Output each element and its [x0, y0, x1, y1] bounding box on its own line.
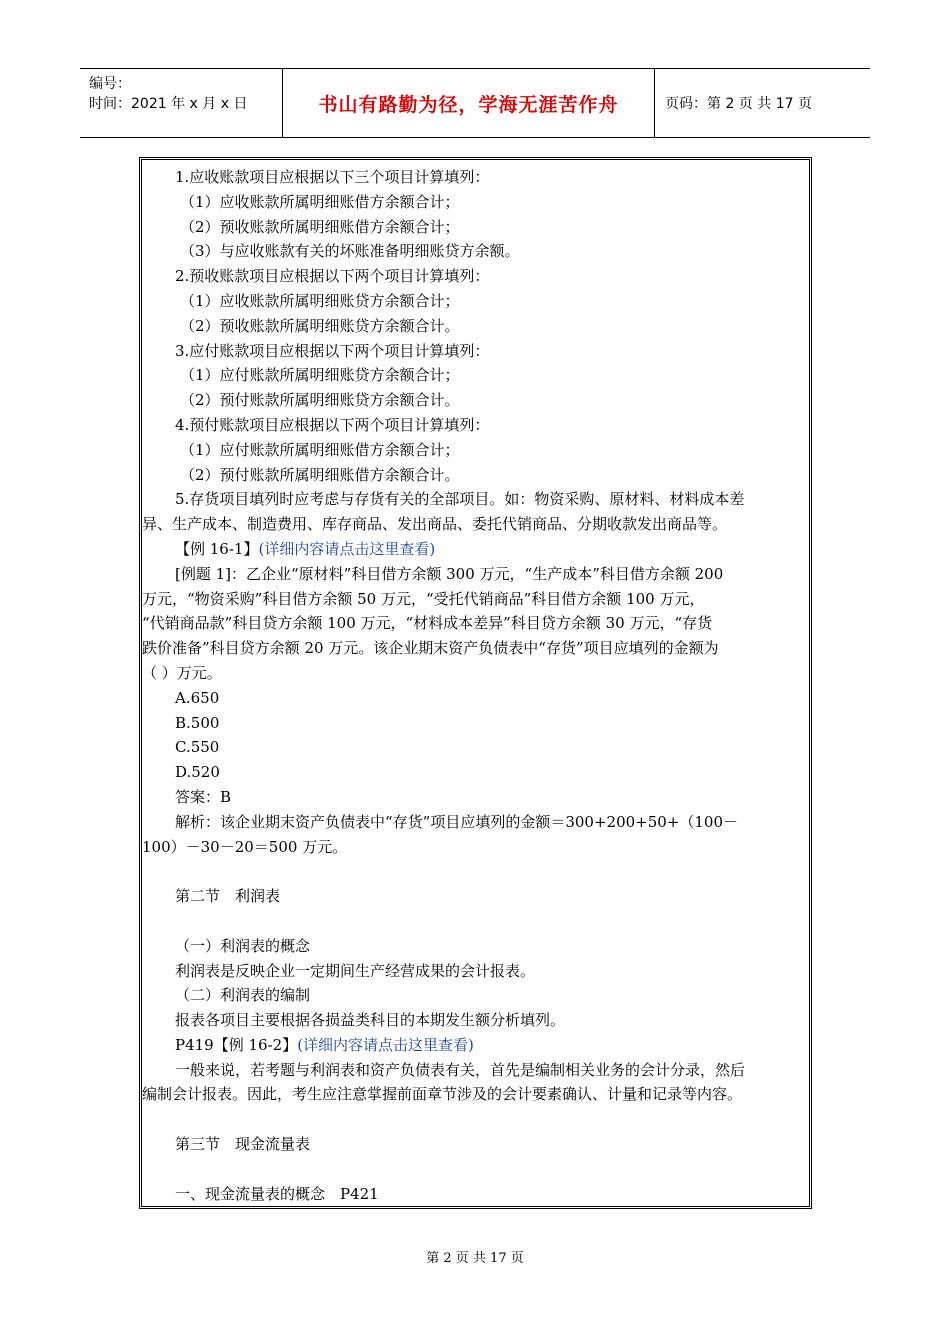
text-line: （1）应付账款所属明细账借方余额合计；: [180, 440, 460, 459]
text-line: 利润表是反映企业一定期间生产经营成果的会计报表。: [175, 961, 536, 980]
option-d: D.520: [175, 763, 220, 782]
text-line: 异、生产成本、制造费用、库存商品、发出商品、委托代销商品、分期收款发出商品等。: [142, 515, 728, 534]
example-16-2-link[interactable]: (详细内容请点击这里查看): [297, 1035, 474, 1054]
text-line: 5.存货项目填列时应考虑与存货有关的全部项目。如：物资采购、原材料、材料成本差: [175, 490, 745, 509]
text-line: （2）预付账款所属明细账借方余额合计。: [180, 465, 460, 484]
analysis-line: 解析：该企业期末资产负债表中“存货”项目应填列的金额＝300+200+50+（100－: [175, 812, 739, 831]
text-line: （2）预收账款所属明细账借方余额合计；: [180, 217, 460, 236]
text-line: （2）预付账款所属明细账贷方余额合计。: [180, 391, 460, 410]
header-page-label: 页码：第 2 页 共 17 页: [665, 96, 812, 112]
example-label: P419【例 16-2】: [175, 1035, 298, 1054]
question-line: “代销商品款”科目贷方余额 100 万元，“材料成本差异”科目贷方余额 30 万元，“存货: [142, 614, 713, 633]
example-16-2-line: [142, 1033, 810, 1058]
header-motto: 书山有路勤为径，学海无涯苦作舟: [318, 93, 619, 116]
text-line: 1.应收账款项目应根据以下三个项目计算填列：: [175, 168, 490, 186]
text-line: （1）应收账款所属明细账贷方余额合计；: [180, 291, 460, 310]
question-line: 万元，“物资采购”科目借方余额 50 万元，“受托代销商品”科目借方余额 100 万元，: [142, 589, 705, 608]
doc-number-label: 编号：: [89, 76, 131, 92]
text-line: 一般来说，若考题与利润表和资产负债表有关，首先是编制相关业务的会计分录，然后: [175, 1060, 746, 1079]
content-lines: [142, 165, 810, 1206]
option-a: A.650: [175, 688, 220, 707]
text-line: 报表各项目主要根据各损益类科目的本期发生额分析填列。: [175, 1011, 566, 1030]
question-line: 跌价准备”科目贷方余额 20 万元。该企业期末资产负债表中“存货”项目应填列的金额为: [142, 639, 719, 658]
section-2-heading: 第二节 利润表: [175, 887, 281, 906]
doc-time-label: 时间：2021 年 x 月 x 日: [89, 96, 248, 112]
header-meta: [80, 69, 282, 137]
section-3-heading: 第三节 现金流量表: [175, 1135, 311, 1154]
text-line: 一、现金流量表的概念 P421: [175, 1184, 379, 1203]
text-line: （3）与应收账款有关的坏账准备明细账贷方余额。: [180, 242, 520, 261]
page-footer: 第 2 页 共 17 页: [426, 1251, 524, 1266]
header-divider: [654, 69, 655, 137]
text-line: （2）预收账款所属明细账贷方余额合计。: [180, 316, 460, 335]
text-line: 2.预收账款项目应根据以下两个项目计算填列：: [175, 267, 490, 286]
question-line: （ ）万元。: [142, 663, 222, 682]
analysis-line: 100）－30－20＝500 万元。: [142, 837, 348, 856]
text-line: （1）应付账款所属明细账贷方余额合计；: [180, 366, 460, 385]
text-line: （1）应收账款所属明细账借方余额合计；: [180, 192, 460, 211]
option-b: B.500: [175, 713, 220, 732]
text-line: 3.应付账款项目应根据以下两个项目计算填列：: [175, 341, 490, 360]
answer-line: 答案：B: [175, 787, 232, 806]
example-label: 【例 16-1】: [175, 539, 259, 558]
content-box: [139, 157, 812, 1209]
text-line: 编制会计报表。因此，考生应注意掌握前面章节涉及的会计要素确认、计量和记录等内容。: [142, 1085, 743, 1104]
text-line: 4.预付账款项目应根据以下两个项目计算填列：: [175, 415, 490, 434]
text-line: （一）利润表的概念: [175, 936, 311, 955]
example-16-1-link[interactable]: (详细内容请点击这里查看): [258, 539, 436, 558]
example-16-1-line: [142, 537, 810, 562]
option-c: C.550: [175, 738, 220, 757]
page-header: [80, 68, 870, 138]
question-line: [例题 1]：乙企业“原材料”科目借方余额 300 万元，“生产成本”科目借方余额 200: [175, 564, 724, 583]
text-line: （二）利润表的编制: [175, 986, 311, 1005]
